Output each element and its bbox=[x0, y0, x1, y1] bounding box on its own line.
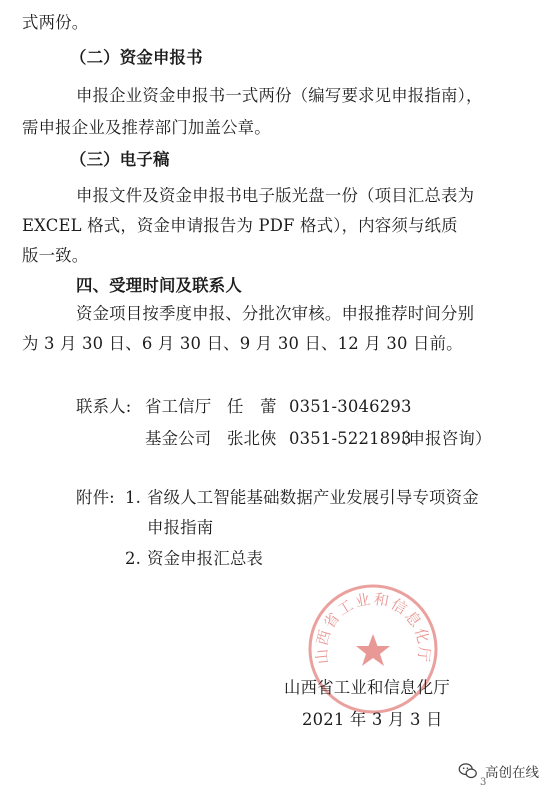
attachments-label: 附件: bbox=[76, 488, 115, 507]
page-number: 3 bbox=[480, 777, 487, 788]
body-line-10: 资金项目按季度申报、分批次审核。申报推荐时间分别 bbox=[76, 304, 475, 323]
contact-phone: 0351-5221893 bbox=[289, 429, 412, 448]
attachment-2-number: 2. bbox=[125, 549, 142, 568]
watermark bbox=[457, 758, 539, 784]
contact-org: 基金公司 bbox=[145, 429, 212, 448]
contact-org: 省工信厅 bbox=[145, 397, 212, 416]
attachment-2-text: 资金申报汇总表 bbox=[147, 549, 264, 568]
body-line-4: 需申报企业及推荐部门加盖公章。 bbox=[22, 118, 271, 137]
body-line-6: 申报文件及资金申报书电子版光盘一份（项目汇总表为 bbox=[76, 186, 475, 205]
contact-label: 联系人: bbox=[76, 397, 132, 416]
body-line-7: EXCEL 格式，资金申请报告为 PDF 格式），内容须与纸质 bbox=[22, 216, 458, 235]
attachment-1-continuation: 申报指南 bbox=[147, 518, 214, 537]
attachment-1-number: 1. bbox=[125, 488, 142, 507]
section-heading-funding-report: （二）资金申报书 bbox=[70, 48, 203, 67]
seal-text: 山西省工业和信息化厅 bbox=[312, 589, 434, 665]
section-heading-acceptance: 四、受理时间及联系人 bbox=[76, 276, 242, 295]
wechat-icon bbox=[457, 760, 479, 782]
section-heading-electronic: （三）电子稿 bbox=[70, 150, 170, 169]
signature-org: 山西省工业和信息化厅 bbox=[284, 678, 450, 697]
body-line-11: 为 3 月 30 日、6 月 30 日、9 月 30 日、12 月 30 日前。 bbox=[22, 334, 463, 353]
watermark-text: 高创在线 bbox=[485, 765, 539, 781]
body-line-3: 申报企业资金申报书一式两份（编写要求见申报指南）， bbox=[76, 86, 483, 105]
body-line-8: 版一致。 bbox=[22, 246, 89, 265]
contact-phone: 0351-3046293 bbox=[289, 397, 412, 416]
contact-name: 张北俠 bbox=[227, 429, 277, 448]
body-line-1: 式两份。 bbox=[22, 13, 89, 32]
signature-date: 2021 年 3 月 3 日 bbox=[302, 710, 443, 729]
contact-note: （申报咨询） bbox=[392, 429, 492, 448]
contact-name: 任 蕾 bbox=[227, 397, 277, 416]
attachment-1-text: 省级人工智能基础数据产业发展引导专项资金 bbox=[147, 488, 479, 507]
